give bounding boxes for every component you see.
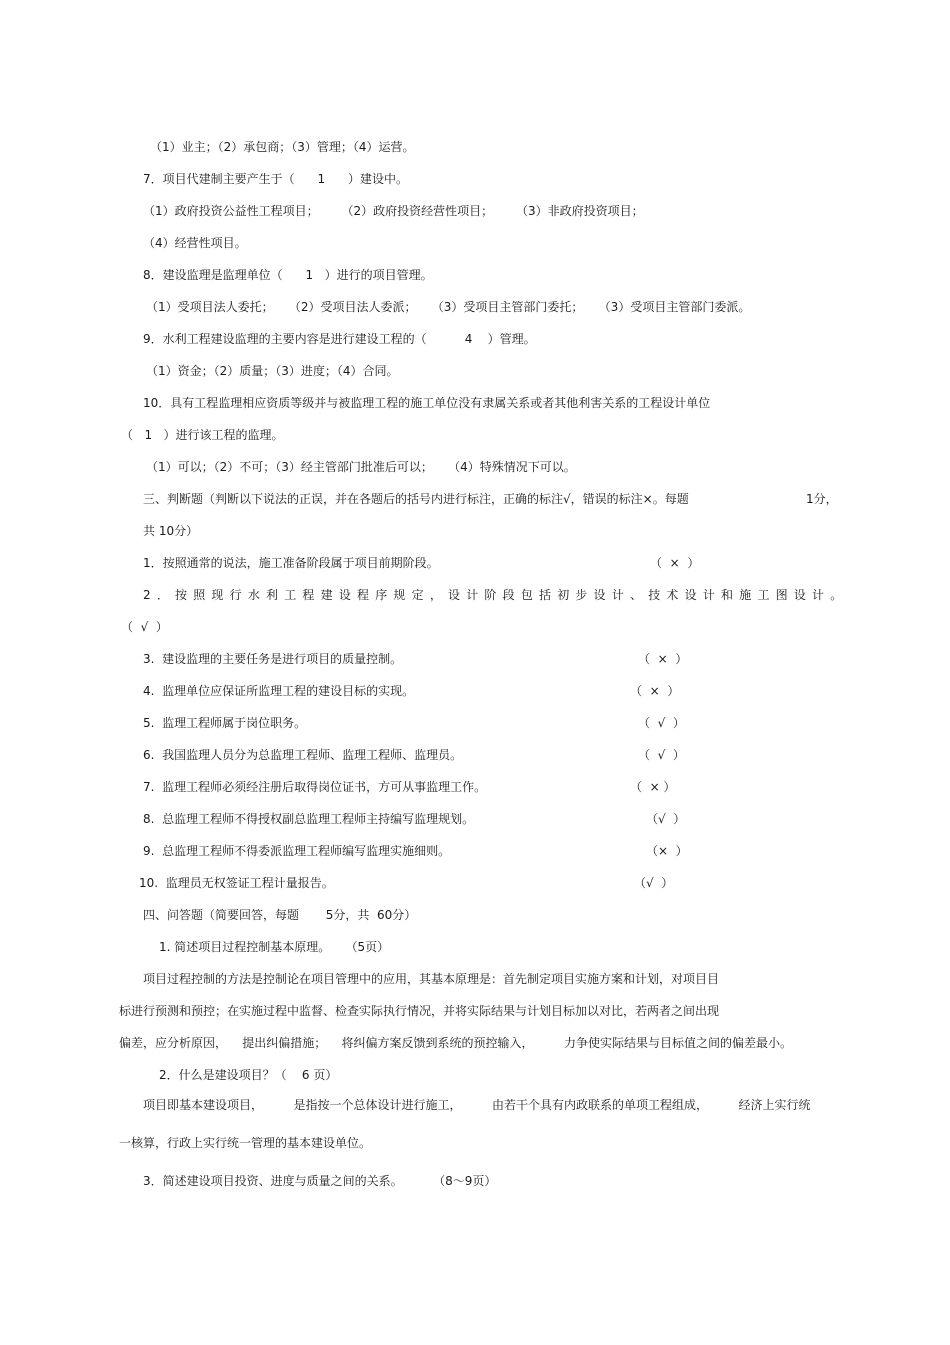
qa2-question: 2．什么是建设项目？（ 6 页） <box>159 1068 338 1082</box>
tf-mark-9: （× ） <box>646 844 688 858</box>
q10-question: 10．具有工程监理相应资质等级并与被监理工程的施工单位没有隶属关系或者其他利害关系的工程设计单位 <box>143 396 711 410</box>
qa1-answer-3: 偏差，应分析原因， 提出纠偏措施； 将纠偏方案反馈到系统的预控输入， 力争使实际结果与目标值之间的偏差最小。 <box>119 1036 793 1050</box>
tf-mark-8: （√ ） <box>646 812 686 826</box>
tf-mark-3: （ × ） <box>638 652 688 666</box>
section3-heading: 三、判断题（判断以下说法的正误，并在各题后的括号内进行标注，正确的标注√，错误的标注×。每题 <box>143 492 689 506</box>
q7-question: 7．项目代建制主要产生于（ 1 ）建设中。 <box>143 172 409 186</box>
qa1-answer-1: 项目过程控制的方法是控制论在项目管理中的应用，其基本原理是：首先制定项目实施方案和计划，对项目目 <box>143 972 720 986</box>
q10-options: （1）可以；（2）不可；（3）经主管部门批准后可以； （4）特殊情况下可以。 <box>146 460 576 474</box>
qa2-answer-2: 一核算，行政上实行统一管理的基本建设单位。 <box>119 1136 372 1150</box>
q7-options-2: （4）经营性项目。 <box>143 236 247 250</box>
tf-item-4: 4. 监理单位应保证所监理工程的建设目标的实现。 <box>143 684 415 698</box>
qa3-question: 3．简述建设项目投资、进度与质量之间的关系。 （8～9页） <box>143 1174 497 1188</box>
q8-question: 8．建设监理是监理单位（ 1 ）进行的项目管理。 <box>143 268 433 282</box>
qa1-answer-2: 标进行预测和预控；在实施过程中监督、检查实际执行情况，并将实际结果与计划目标加以对比，若两者之间出现 <box>119 1004 720 1018</box>
q6-options: （1）业主；（2）承包商；（3）管理；（4）运营。 <box>150 140 415 154</box>
tf-item-2: 2．按照现行水利工程建设程序规定，设计阶段包括初步设计、技术设计和施工图设计。 <box>143 588 849 602</box>
tf-item-9: 9. 总监理工程师不得委派监理工程师编写监理实施细则。 <box>143 844 451 858</box>
tf-item-7: 7. 监理工程师必须经注册后取得岗位证书，方可从事监理工作。 <box>143 780 487 794</box>
q9-question: 9．水利工程建设监理的主要内容是进行建设工程的（ 4 ）管理。 <box>143 332 536 346</box>
q10-question-cont: （ 1 ）进行该工程的监理。 <box>121 428 284 442</box>
q8-options: （1）受项目法人委托； （2）受项目法人委派； （3）受项目主管部门委托； （3）受项目主管部门委派。 <box>146 300 751 314</box>
qa1-question: 1. 简述项目过程控制基本原理。 （5页） <box>159 940 390 954</box>
q9-options: （1）资金；（2）质量；（3）进度；（4）合同。 <box>146 364 399 378</box>
tf-item-10: 10. 监理员无权签证工程计量报告。 <box>139 876 334 890</box>
tf-item-6: 6. 我国监理人员分为总监理工程师、监理工程师、监理员。 <box>143 748 463 762</box>
tf-mark-10: （√ ） <box>634 876 674 890</box>
tf-mark-5: （ √ ） <box>638 716 685 730</box>
section3-heading-score: 1分， <box>806 492 838 506</box>
tf-item-5: 5. 监理工程师属于岗位职务。 <box>143 716 307 730</box>
section3-heading-total: 共 10分） <box>143 524 199 538</box>
tf-mark-4: （ × ） <box>630 684 680 698</box>
tf-item-1: 1．按照通常的说法，施工准备阶段属于项目前期阶段。 <box>143 556 439 570</box>
tf-mark-7: （ × ） <box>630 780 676 794</box>
qa2-answer-1: 项目即基本建设项目， 是指按一个总体设计进行施工， 由若干个具有内政联系的单项工程组成， 经济上实行统 <box>143 1098 811 1112</box>
tf-mark-6: （ √ ） <box>638 748 685 762</box>
q7-options-1: （1）政府投资公益性工程项目； （2）政府投资经营性项目； （3）非政府投资项目； <box>143 204 644 218</box>
tf-item-3: 3. 建设监理的主要任务是进行项目的质量控制。 <box>143 652 403 666</box>
tf-mark-2: （ √ ） <box>121 620 168 634</box>
section4-heading: 四、问答题（简要回答，每题 5分，共 60分） <box>143 908 417 922</box>
tf-item-8: 8. 总监理工程师不得授权副总监理工程师主持编写监理规划。 <box>143 812 475 826</box>
tf-mark-1: （ × ） <box>650 556 700 570</box>
